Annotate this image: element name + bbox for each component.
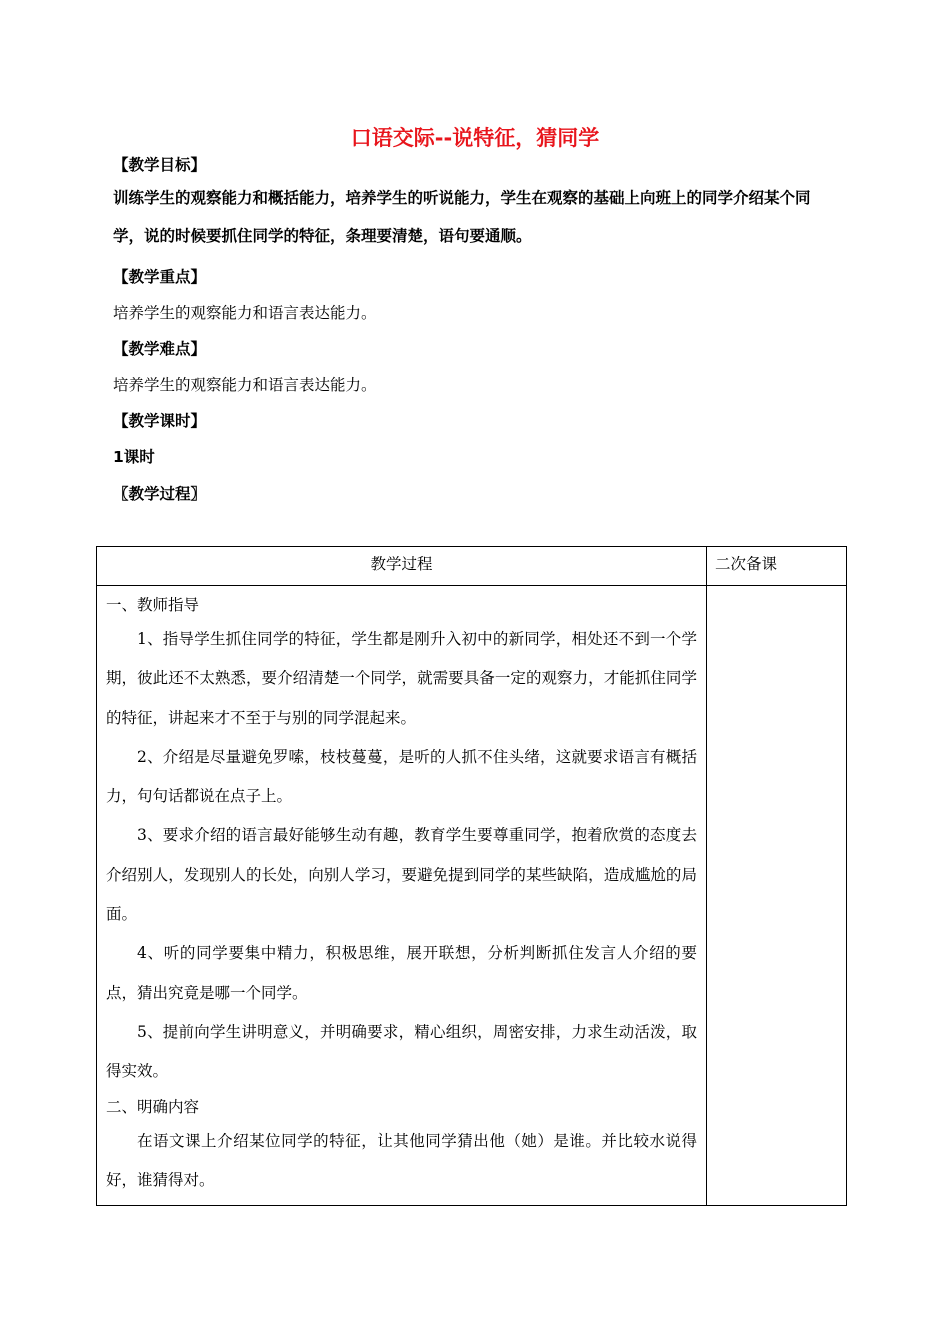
difficulties-text: 培养学生的观察能力和语言表达能力。 [113, 376, 377, 394]
goal-heading: 【教学目标】 [113, 156, 207, 174]
list-item: 2、介绍是尽量避免罗嗦，枝枝蔓蔓，是听的人抓不住头绪，这就要求语言有概括力，句句话都说在点子上。 [106, 747, 697, 806]
table-body-row [97, 586, 847, 1206]
header-cell-main [97, 547, 707, 586]
notes-cell [707, 586, 847, 1206]
hours-heading: 【教学课时】 [113, 412, 207, 430]
content-paragraph: 在语文课上介绍某位同学的特征，让其他同学猜出他（她）是谁。并比较水说得好，谁猜得对。 [106, 1131, 697, 1189]
process-heading: 〖教学过程〗 [113, 485, 207, 503]
header-side-label: 二次备课 [715, 555, 778, 573]
list-item: 5、提前向学生讲明意义，并明确要求，精心组织，周密安排，力求生动活泼，取得实效。 [106, 1022, 697, 1081]
list-item: 1、指导学生抓住同学的特征，学生都是刚升入初中的新同学，相处还不到一个学期，彼此还不太熟悉，要介绍清楚一个同学，就需要具备一定的观察力，才能抓住同学的特征，讲起来才不至于与别的同学混起来。 [106, 630, 697, 727]
process-table [96, 546, 847, 1206]
list-item: 3、要求介绍的语言最好能够生动有趣，教育学生要尊重同学，抱着欣赏的态度去介绍别人，发现别人的长处，向别人学习，要避免提到同学的某些缺陷，造成尴尬的局面。 [106, 826, 697, 924]
difficulties-heading: 【教学难点】 [113, 340, 207, 358]
list-item: 4、听的同学要集中精力，积极思维，展开联想，分析判断抓住发言人介绍的要点，猜出究竟是哪一个同学。 [106, 944, 697, 1002]
hours-text: 1课时 [113, 448, 155, 466]
section-heading: 一、教师指导 [106, 596, 200, 614]
goal-text: 训练学生的观察能力和概括能力，培养学生的听说能力，学生在观察的基础上向班上的同学介绍某个同学，说的时候要抓住同学的特征，条理要清楚，语句要通顺。 [113, 189, 811, 245]
section-heading: 二、明确内容 [106, 1097, 200, 1116]
process-content-cell [97, 586, 707, 1206]
key-points-text: 培养学生的观察能力和语言表达能力。 [113, 304, 377, 322]
header-cell-side [707, 547, 847, 586]
document-title: 口语交际--说特征，猜同学 [350, 126, 600, 150]
key-points-heading: 【教学重点】 [113, 268, 207, 286]
header-main-label: 教学过程 [370, 555, 433, 573]
table-header-row [97, 547, 847, 586]
